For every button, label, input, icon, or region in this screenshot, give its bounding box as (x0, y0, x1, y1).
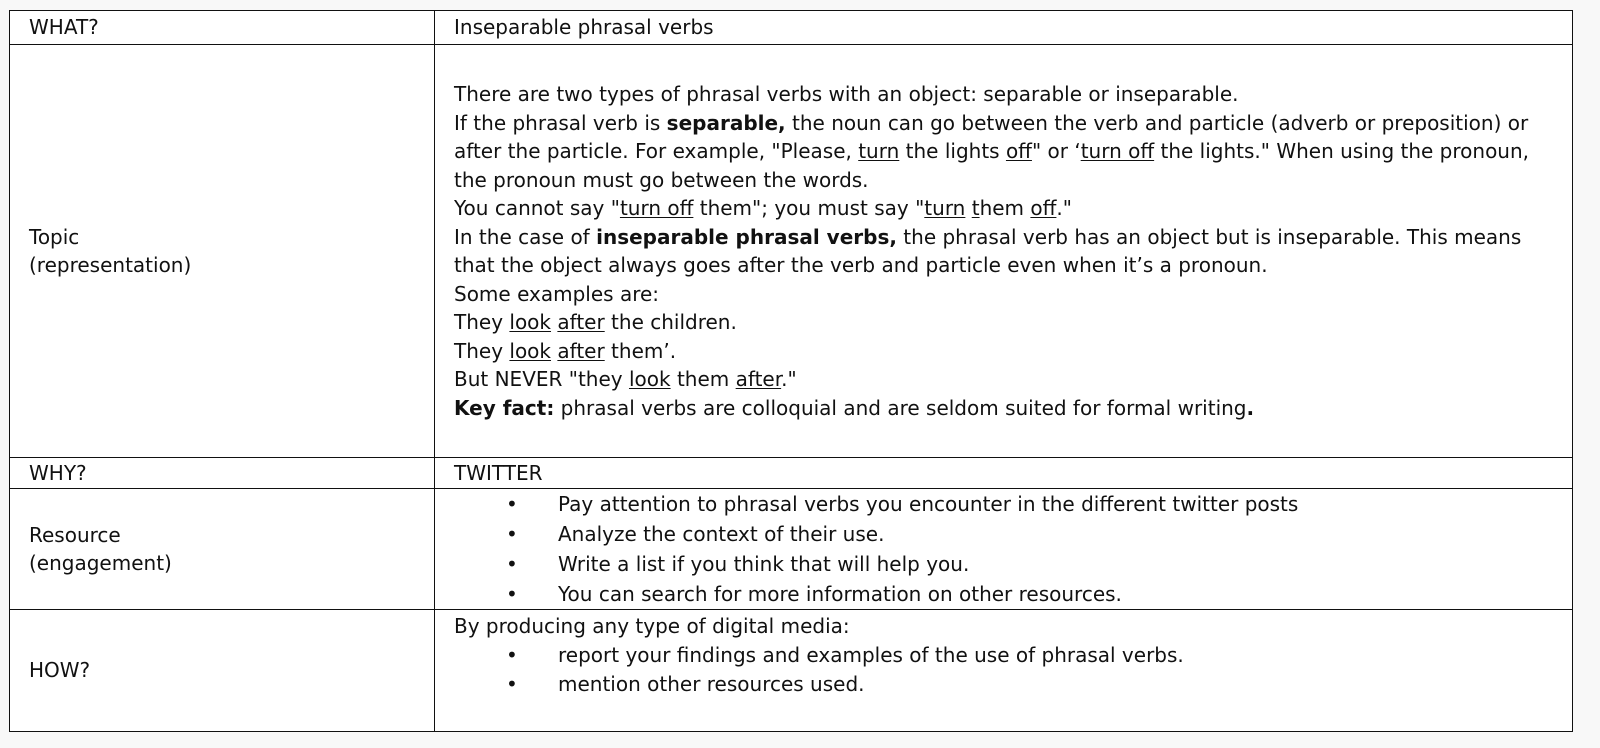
label-topic-line-1: Topic (29, 224, 80, 249)
correct-verb: turn (924, 196, 966, 220)
row-resource (10, 489, 1573, 610)
label-resource (10, 489, 435, 610)
inseparable-paragraph: In the case of inseparable phrasal verbs, the phrasal verb has an object but is inseparable. This means that the object always goes after the verb and particle even when it’s a pronoun. (454, 224, 1522, 277)
row-why (10, 458, 1573, 489)
row-how (10, 610, 1573, 732)
label-resource-line-2: (engagement) (29, 551, 172, 575)
lesson-plan-table (9, 10, 1573, 732)
label-how (10, 610, 435, 732)
example-1: They look after the children. (454, 310, 737, 334)
value-why (435, 458, 1573, 489)
list-item: • Analyze the context of their use. (454, 519, 1572, 549)
example-phrase: turn off (1080, 139, 1155, 163)
inseparable-term: inseparable phrasal verbs, (596, 224, 897, 249)
why-value: TWITTER (454, 460, 543, 485)
how-list (454, 641, 1572, 699)
label-topic (10, 45, 435, 458)
label-resource-line-1: Resource (29, 522, 121, 547)
value-how (435, 610, 1573, 732)
row-what (10, 11, 1573, 45)
list-item: • mention other resources used. (454, 670, 1572, 699)
correct-particle: off (1030, 196, 1057, 220)
key-fact: Key fact: phrasal verbs are colloquial and are seldom suited for formal writing. (454, 395, 1255, 420)
topic-title: Inseparable phrasal verbs (454, 15, 714, 40)
label-topic-line-2: (representation) (29, 253, 192, 277)
example-verb: turn (858, 139, 900, 163)
how-intro: By producing any type of digital media: (454, 614, 850, 638)
topic-intro: There are two types of phrasal verbs with an object: separable or inseparable. (454, 82, 1239, 106)
list-item: • You can search for more information on other resources. (454, 579, 1572, 609)
label-what (10, 11, 435, 45)
separable-term: separable, (666, 110, 786, 135)
example-2: They look after them’. (454, 338, 677, 363)
label-why-text: WHY? (29, 460, 87, 485)
label-what-text: WHAT? (29, 15, 99, 40)
resource-list (454, 489, 1572, 609)
example-particle: off (1005, 139, 1032, 163)
correct-t: t (971, 196, 980, 220)
label-how-text: HOW? (29, 658, 91, 683)
separable-paragraph: If the phrasal verb is separable, the noun can go between the verb and particle (adverb or preposition) or after the particle. For example, "Please, turn the lights off" or ‘turn off the lights." When using the pronoun, the pronoun must go between the words. (454, 110, 1530, 192)
example-3: But NEVER "they look them after." (454, 367, 797, 391)
list-item: • report your findings and examples of the use of phrasal verbs. (454, 641, 1572, 670)
label-why (10, 458, 435, 489)
wrong-phrase: turn off (619, 196, 694, 220)
list-item: • Pay attention to phrasal verbs you encounter in the different twitter posts (454, 489, 1572, 519)
value-what (435, 11, 1573, 45)
value-topic (435, 45, 1573, 458)
value-resource (435, 489, 1573, 610)
list-item: • Write a list if you think that will help you. (454, 549, 1572, 579)
examples-intro: Some examples are: (454, 281, 660, 306)
row-topic (10, 45, 1573, 458)
pronoun-rule: You cannot say "turn off them"; you must say "turn them off." (454, 196, 1072, 220)
key-fact-label: Key fact: (454, 395, 555, 420)
